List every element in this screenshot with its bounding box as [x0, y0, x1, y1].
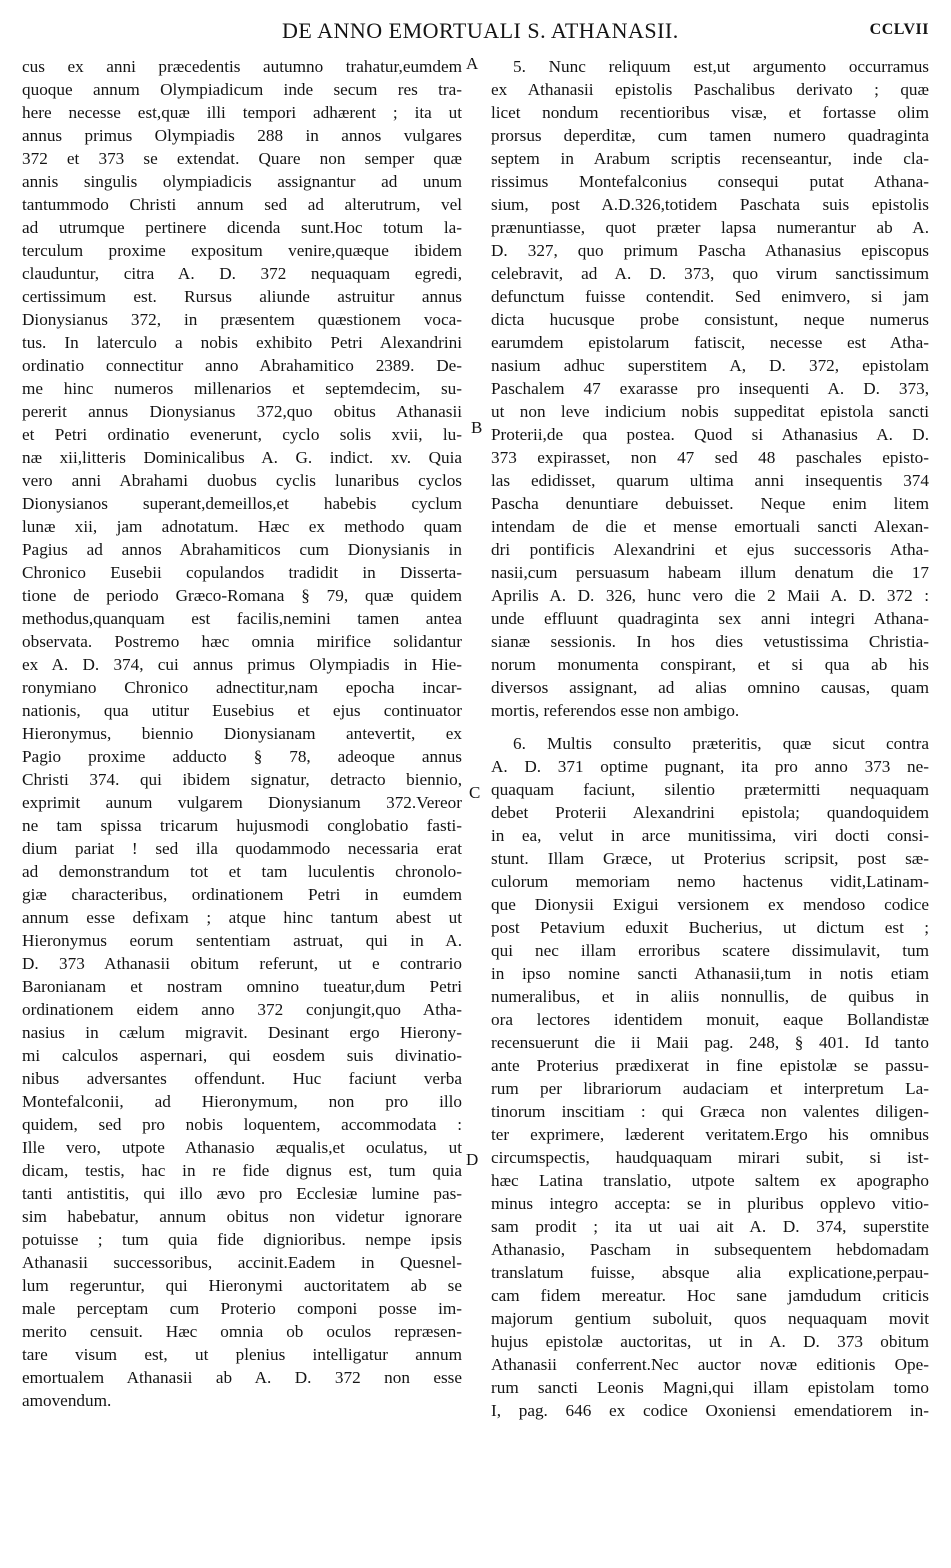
text-line: Paschalem 47 exarasse pro insequenti A. D. 373, — [491, 379, 929, 398]
right-column — [491, 55, 929, 1422]
text-line: giæ characteribus, ordinationem Petri in eumdem — [22, 885, 462, 904]
text-line: I, pag. 646 ex codice Oxoniensi emendatiorem in- — [491, 1401, 929, 1420]
text-line: tanti antistitis, qui illo ævo pro Ecclesiæ lumine pas- — [22, 1184, 462, 1203]
text-line: sianæ sessionis. In hos dies vetustissima Christia- — [491, 632, 929, 651]
text-line: tinorum inscitiam : qui Græca non valentes diligen- — [491, 1102, 929, 1121]
margin-letter-c: C — [469, 783, 481, 802]
text-line: Pagio proxime adducto § 78, adeoque annus — [22, 747, 462, 766]
text-line: Dionysianos superant,demeillos,et habebis cyclum — [22, 494, 462, 513]
paragraph-gap — [491, 722, 929, 732]
text-line: me hinc numeros millenarios et septemdecim, su- — [22, 379, 462, 398]
text-line: 372 et 373 se extendat. Quare non semper quæ — [22, 149, 462, 168]
text-line: ex Athanasii epistolis Paschalibus derivato ; quæ — [491, 80, 929, 99]
text-line: dicta hucusque probe consistunt, neque numerus — [491, 310, 929, 329]
text-line: prorsus deperditæ, cum tamen numero quadraginta — [491, 126, 929, 145]
text-line: qui nec illam erroribus scatere dissimulavit, tum — [491, 941, 929, 960]
text-line: dium pariat ! sed illa quodammodo necessaria erat — [22, 839, 462, 858]
text-line: quoque annum Olympiadicum inde secum res tra- — [22, 80, 462, 99]
text-line: las edidisset, quarum ultima anni insequentis 374 — [491, 471, 929, 490]
text-line: sam prodit ; ita ut uai ait A. D. 374, superstite — [491, 1217, 929, 1236]
text-line: potuisse ; tum quia fide dignioribus. nempe ipsis — [22, 1230, 462, 1249]
text-line: annus primus Olympiadis 288 in annos vulgares — [22, 126, 462, 145]
text-line: septem in Arabum scriptis recenseantur, inde cla- — [491, 149, 929, 168]
text-line: ad utrumque pertinere dicenda sunt.Hoc totum la- — [22, 218, 462, 237]
text-line: in ea, velut in arce munitissima, viri docti consi- — [491, 826, 929, 845]
text-line: tione de periodo Græco-Romana § 79, quæ quidem — [22, 586, 462, 605]
text-line: ne tam spissa tricarum hujusmodi conglobatio fasti- — [22, 816, 462, 835]
text-line: Athanasii successoribus, accinit.Eadem in Quesnel- — [22, 1253, 462, 1272]
margin-letter-d: D — [466, 1150, 479, 1169]
text-line: et Petri ordinatio evenerunt, cyclo solis xvii, lu- — [22, 425, 462, 444]
text-line: ordinationem eidem anno 372 conjungit,quo Atha- — [22, 1000, 462, 1019]
paragraph-6 — [491, 732, 929, 1422]
text-line: stunt. Illam Græce, ut Proterius scripsit, post sæ- — [491, 849, 929, 868]
text-line: minus integro accepta: se in pluribus opplevo vitio- — [491, 1194, 929, 1213]
text-line: Ille vero, utpote Athanasio æqualis,et oculatus, ut — [22, 1138, 462, 1157]
text-line: tantummodo Christi annum sed ad alterutrum, vel — [22, 195, 462, 214]
text-line: Athanasio, Pascham in subsequentem hebdomadam — [491, 1240, 929, 1259]
text-line: D. 373 Athanasii obitum referunt, ut e contrario — [22, 954, 462, 973]
text-line: ordinatio connectitur anno Abrahamitico 2389. De- — [22, 356, 462, 375]
text-line: dicam, testis, hac in re fide dignus est, tum quia — [22, 1161, 462, 1180]
text-line: Baronianam et nostram omnino tueatur,dum Petri — [22, 977, 462, 996]
text-line: Christi 374. qui ibidem signatur, detracto biennio, — [22, 770, 462, 789]
margin-letter-a: A — [466, 54, 479, 73]
text-line: diversos assignant, ad alias omnino causas, quam — [491, 678, 929, 697]
text-line: lum regeruntur, qui Hieronymi auctoritatem ab se — [22, 1276, 462, 1295]
text-line: hæc Latina translatio, utpote saltem ex apographo — [491, 1171, 929, 1190]
text-line: quaquam faciunt, silentio prætermitti nequaquam — [491, 780, 929, 799]
text-line: sim habebatur, annum obitus non videtur ignorare — [22, 1207, 462, 1226]
text-line: annum esse defixam ; atque hinc tantum abest ut — [22, 908, 462, 927]
text-line: methodus,quanquam est facilis,nemini tamen antea — [22, 609, 462, 628]
text-line: prænuntiasse, quot præter lapsa numerantur ab A. — [491, 218, 929, 237]
text-line: clauduntur, citra A. D. 372 nequaquam egredi, — [22, 264, 462, 283]
text-line: Dionysianus 372, in præsentem quæstionem voca- — [22, 310, 462, 329]
text-line: licet nondum recentioribus visæ, et fortasse olim — [491, 103, 929, 122]
text-line: here necesse est,quæ illi tempori adhærent ; ita ut — [22, 103, 462, 122]
text-line: quidem, sed pro nobis loquentem, accommodata : — [22, 1115, 462, 1134]
text-line: vero anni Abrahami duobus cyclis lunaribus cyclos — [22, 471, 462, 490]
text-line: A. D. 371 optime pugnant, ita pro anno 373 ne- — [491, 757, 929, 776]
text-line: 6. Multis consulto præteritis, quæ sicut contra — [513, 734, 929, 753]
text-line: defunctum fuisse contendit. Sed enimvero, si jam — [491, 287, 929, 306]
text-line: ex A. D. 374, cui annus primus Olympiadis in Hie- — [22, 655, 462, 674]
text-line: in ipso nomine sancti Athanasii,tum in notis etiam — [491, 964, 929, 983]
text-line: intendam de die et mense emortuali sancti Alexan- — [491, 517, 929, 536]
text-line: nasii,cum persuasum habeam illum denatum die 17 — [491, 563, 929, 582]
text-line: Proterii,de qua postea. Quod si Athanasius A. D. — [491, 425, 929, 444]
text-line: circumspectis, haudquaquam mirari subit, si ist- — [491, 1148, 929, 1167]
text-line: que Dionysii Exigui versionem ex mendoso codice — [491, 895, 929, 914]
page-number: CCLVII — [869, 21, 929, 38]
text-line: nasius in cælum migravit. Desinant ergo Hierony- — [22, 1023, 462, 1042]
text-line: rissimus Montefalconius consequi putat Athana- — [491, 172, 929, 191]
text-line: næ xii,litteris Dominicalibus A. G. indict. xv. Quia — [22, 448, 462, 467]
text-line: culorum memoriam nemo hactenus vidit,Latinam- — [491, 872, 929, 891]
text-line: norum monumenta conspirant, et si qua ab his — [491, 655, 929, 674]
text-line: ante Proterius prædixerat in fine epistolæ se passu- — [491, 1056, 929, 1075]
text-line: Hieronymus, biennio Dionysianam antevertit, ex — [22, 724, 462, 743]
text-line: rum sancti Leonis Magni,qui illam epistolam tomo — [491, 1378, 929, 1397]
text-line: ter exprimere, læderent veritatem.Ergo his omnibus — [491, 1125, 929, 1144]
text-line: exprimit aunum vulgarem Dionysianum 372.Vereor — [22, 793, 462, 812]
text-line: rum per librariorum audaciam et interpretum La- — [491, 1079, 929, 1098]
text-line: lunæ xii, jam adnotatum. Hæc ex methodo quam — [22, 517, 462, 536]
text-line: hujus epistolæ auctoritas, ut in A. D. 373 obitum — [491, 1332, 929, 1351]
text-line: ora lectores identidem monuit, eaque Bollandistæ — [491, 1010, 929, 1029]
text-line: Pascha denuntiare debuisset. Neque enim litem — [491, 494, 929, 513]
text-line: merito censuit. Hæc omnia ob oculos repræsen- — [22, 1322, 462, 1341]
text-line: pererit annus Dionysianus 372,quo obitus Athanasii — [22, 402, 462, 421]
text-line: certissimum est. Rursus aliunde astruitur annus — [22, 287, 462, 306]
text-line: emortualem Athanasii ab A. D. 372 non esse — [22, 1368, 462, 1387]
text-line: Hieronymus eorum sententiam astruat, qui in A. — [22, 931, 462, 950]
text-line: cam fidem mereatur. Hoc sane jamdudum criticis — [491, 1286, 929, 1305]
text-line: numeralibus, et in aliis nonnullis, de quibus in — [491, 987, 929, 1006]
text-line: post Petavium eduxit Bucherius, ut dictum est ; — [491, 918, 929, 937]
text-line: celebravit, ad A. D. 373, quo virum sanctissimum — [491, 264, 929, 283]
text-line: ronymiano Chronico adnectitur,nam epocha incar- — [22, 678, 462, 697]
text-line: Athanasii conferrent.Nec auctor novæ editionis Ope- — [491, 1355, 929, 1374]
text-line: unde effluunt quadraginta sex anni integri Athana- — [491, 609, 929, 628]
text-line: Aprilis A. D. 326, hunc vero die 2 Maii A. D. 372 : — [491, 586, 929, 605]
text-line: Montefalconii, ad Hieronymum, non pro illo — [22, 1092, 462, 1111]
running-header — [0, 18, 951, 48]
text-line: nibus adversantes offendunt. Huc faciunt verba — [22, 1069, 462, 1088]
text-line: ut non leve indicium nobis suppeditat epistola sancti — [491, 402, 929, 421]
text-line: debet Proterii Alexandrini epistola; quandoquidem — [491, 803, 929, 822]
text-line: tus. In laterculo a nobis exhibito Petri Alexandrini — [22, 333, 462, 352]
text-line: 5. Nunc reliquum est,ut argumento occurramus — [513, 57, 929, 76]
text-line: mi calculos aspernari, qui eosdem suis divinatio- — [22, 1046, 462, 1065]
text-line: nationis, qua utitur Eusebius et ejus continuator — [22, 701, 462, 720]
margin-letter-b: B — [471, 418, 483, 437]
left-column — [22, 55, 462, 1412]
text-line: dri pontificis Alexandrini et ejus successoris Atha- — [491, 540, 929, 559]
text-line: sium, post A.D.326,totidem Paschata suis epistolis — [491, 195, 929, 214]
text-line: nasium adhuc superstitem A, D. 372, epistolam — [491, 356, 929, 375]
text-line: earumdem epistolarum fatiscit, necesse est Atha- — [491, 333, 929, 352]
text-line: ad demonstrandum tot et tam luculentis chronolo- — [22, 862, 462, 881]
text-line: Pagius ad annos Abrahamiticos cum Dionysianis in — [22, 540, 462, 559]
text-line: amovendum. — [22, 1391, 112, 1410]
text-line: annis singulis olympiadicis assignantur ad unum — [22, 172, 462, 191]
text-line: male perceptam cum Proterio componi posse im- — [22, 1299, 462, 1318]
text-line: terculum proxime expositum venire,quæque ibidem — [22, 241, 462, 260]
text-line: recensuerunt die ii Maii pag. 248, § 401. Id tanto — [491, 1033, 929, 1052]
text-line: majorum gentium suboluit, quos nequaquam movit — [491, 1309, 929, 1328]
text-line: translatum fuisse, absque alia explicatione,perpau- — [491, 1263, 929, 1282]
text-line: Chronico Eusebii copulandos tradidit in Disserta- — [22, 563, 462, 582]
text-line: 373 expirasset, non 47 sed 48 paschales episto- — [491, 448, 929, 467]
text-line: mortis, referendos esse non ambigo. — [491, 701, 740, 720]
text-line: tare visum est, ut plenius intelligatur annum — [22, 1345, 462, 1364]
text-line: cus ex anni præcedentis autumno trahatur,eumdem — [22, 57, 462, 76]
paragraph-5 — [491, 55, 929, 722]
text-line: D. 327, quo primum Pascha Athanasius episcopus — [491, 241, 929, 260]
page-title: DE ANNO EMORTUALI S. ATHANASII. — [282, 18, 679, 43]
text-line: observata. Postremo hæc omnia mirifice solidantur — [22, 632, 462, 651]
